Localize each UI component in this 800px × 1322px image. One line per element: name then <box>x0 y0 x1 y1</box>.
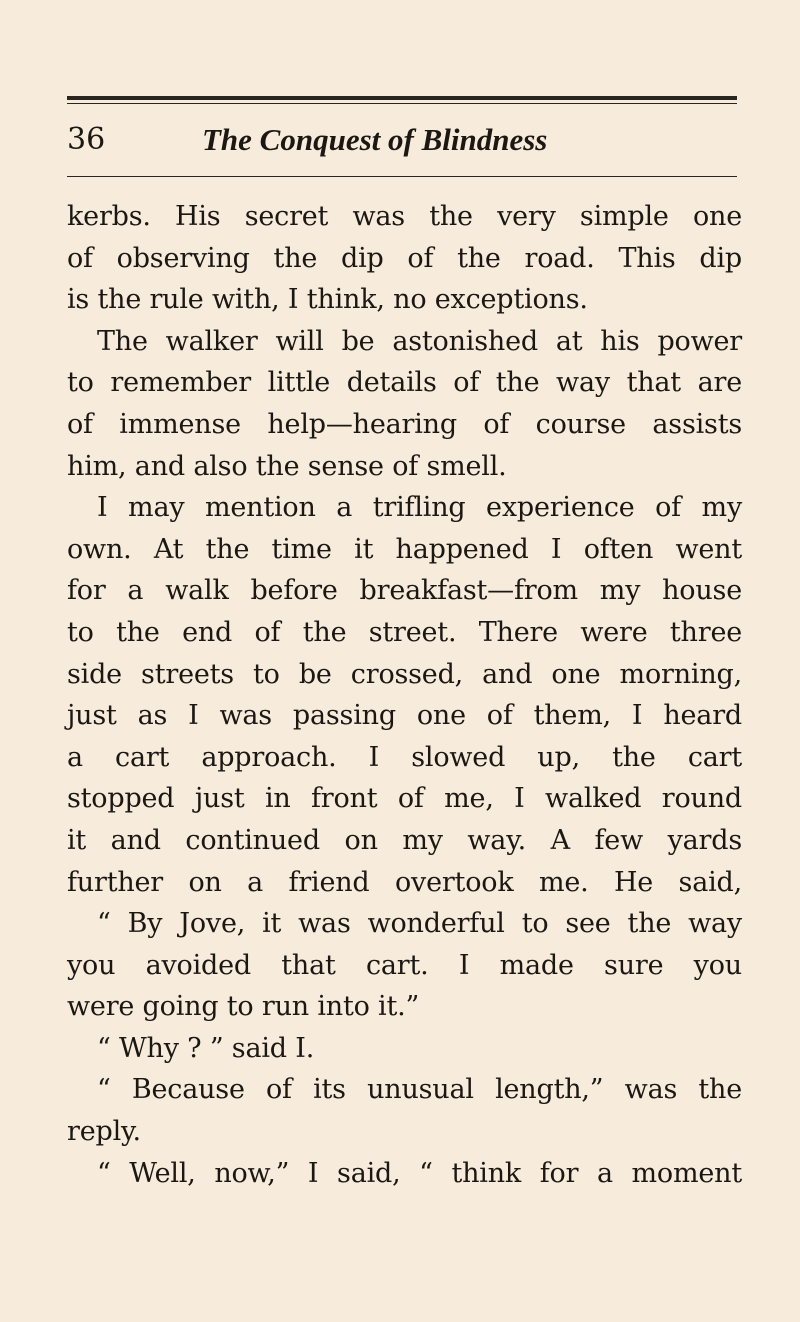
text-line: “ Well, now,” I said, “ think for a moment <box>97 1157 742 1189</box>
text-line: “ Why ? ” said I. <box>97 1032 315 1064</box>
text-line: side streets to be crossed, and one morning, <box>67 658 742 690</box>
text-line: is the rule with, I think, no exceptions. <box>67 284 588 316</box>
text-line: own. At the time it happened I often went <box>67 533 742 565</box>
text-line: were going to run into it.” <box>67 991 420 1023</box>
page-number: 36 <box>67 122 106 157</box>
text-line: just as I was passing one of them, I heard <box>67 700 742 732</box>
text-line: I may mention a trifling experience of my <box>97 492 742 524</box>
text-line: reply. <box>67 1116 141 1148</box>
text-line: to remember little details of the way that are <box>67 367 742 399</box>
text-line: of immense help—hearing of course assists <box>67 408 742 440</box>
body-text <box>67 196 742 1194</box>
running-title: The Conquest of Blindness <box>202 122 548 157</box>
text-line: it and continued on my way. A few yards <box>67 824 742 856</box>
header-rule-thin <box>67 103 737 104</box>
text-line: “ Because of its unusual length,” was the <box>97 1074 742 1106</box>
text-line: him, and also the sense of smell. <box>67 450 507 482</box>
text-line: to the end of the street. There were three <box>67 616 742 648</box>
running-header <box>67 118 737 164</box>
text-line: “ By Jove, it was wonderful to see the way <box>97 908 742 940</box>
text-line: kerbs. His secret was the very simple one <box>67 201 742 232</box>
text-line: a cart approach. I slowed up, the cart <box>67 741 742 773</box>
text-line: for a walk before breakfast—from my house <box>67 575 742 607</box>
text-line: further on a friend overtook me. He said, <box>67 866 742 898</box>
header-rule-bottom <box>67 176 737 177</box>
header-rule-thick <box>67 96 737 100</box>
text-line: you avoided that cart. I made sure you <box>67 949 742 981</box>
text-line: of observing the dip of the road. This dip <box>67 242 742 274</box>
text-line: stopped just in front of me, I walked round <box>67 783 742 815</box>
text-line: The walker will be astonished at his power <box>97 325 742 357</box>
